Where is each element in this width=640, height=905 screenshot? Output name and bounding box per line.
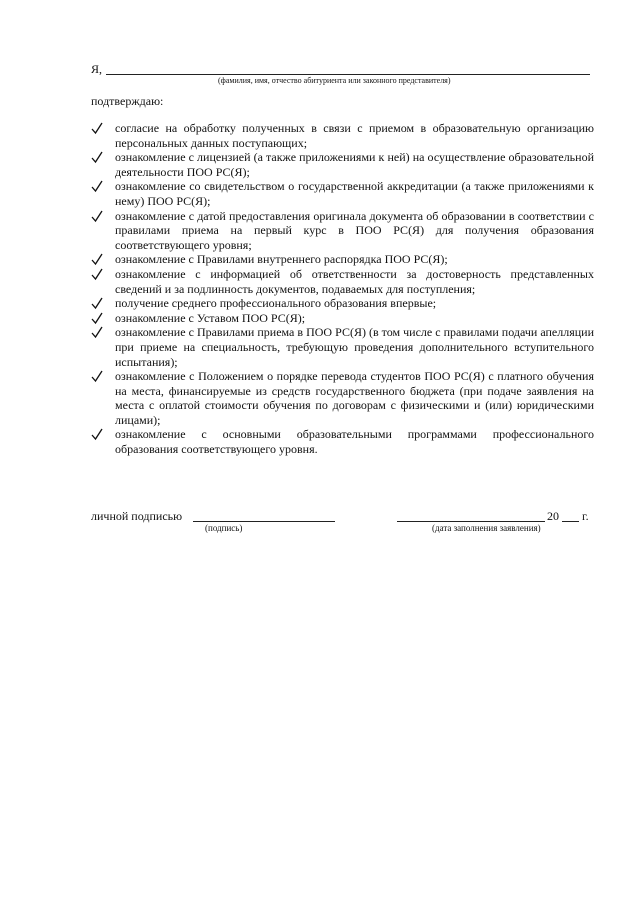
consent-item <box>91 150 594 179</box>
checkmark-icon <box>91 369 103 383</box>
consent-item-text: ознакомление с датой предоставления оригинала документа об образовании в соответствии с правилами приема на первый курс в ПОО РС(Я) для получения образования соответствующего уровня; <box>115 208 594 252</box>
checkmark-icon <box>91 267 103 281</box>
consent-item-text: ознакомление с Уставом ПОО РС(Я); <box>115 310 306 325</box>
consent-item <box>91 209 594 253</box>
fullname-caption: (фамилия, имя, отчество абитуриента или законного представителя) <box>218 76 451 85</box>
consent-item-text: ознакомление с лицензией (а также приложениями к ней) на осуществление образовательной деятельности ПОО РС(Я); <box>115 150 594 179</box>
checkmark-icon <box>91 325 103 339</box>
checkmark-icon <box>91 311 103 325</box>
consent-item <box>91 296 594 311</box>
fullname-line-extension <box>484 74 590 75</box>
year-suffix: г. <box>582 509 589 523</box>
checkmark-icon <box>91 179 103 193</box>
consent-item-text: ознакомление с Положением о порядке перевода студентов ПОО РС(Я) с платного обучения на места, финансируемые из средств государственного бюджета (при подаче заявления на места с оплатой стоимости обучения по договорам с физическими и (или) юридическими лицами); <box>115 369 594 427</box>
consent-item <box>91 427 594 456</box>
consent-item-text: ознакомление с информацией об ответственности за достоверность представленных сведений и за подлинность документов, подаваемых для поступления; <box>115 266 594 296</box>
signature-label: личной подписью <box>91 509 183 523</box>
consent-item-text: согласие на обработку полученных в связи с приемом в образовательную организацию персональных данных поступающих; <box>115 121 594 150</box>
confirm-heading: подтверждаю: <box>91 94 164 108</box>
checkmark-icon <box>91 252 103 266</box>
signature-line <box>193 521 335 522</box>
consent-item <box>91 311 594 326</box>
consent-item <box>91 179 594 208</box>
checkmark-icon <box>91 296 103 310</box>
checkmark-icon <box>91 150 103 164</box>
consent-item-text: ознакомление со свидетельством о государственной аккредитации (а также приложениями к нему) ПОО РС(Я); <box>115 179 594 208</box>
year-line <box>562 521 579 522</box>
fullname-line <box>106 74 484 75</box>
consent-item <box>91 369 594 427</box>
consent-item <box>91 252 594 267</box>
checkmark-icon <box>91 209 103 223</box>
consent-item-text: ознакомление с Правилами приема в ПОО РС(Я) (в том числе с правилами подачи апелляции при приеме на специальность, требующую проведения дополнительного вступительного испытания); <box>115 325 594 369</box>
checkmark-icon <box>91 121 103 135</box>
date-line <box>397 521 545 522</box>
signature-caption: (подпись) <box>205 523 243 533</box>
checkmark-icon <box>91 427 103 441</box>
ya-prefix: Я, <box>91 62 103 76</box>
consent-item-text: ознакомление с основными образовательными программами профессионального образования соответствующего уровня. <box>115 427 594 457</box>
consent-checklist <box>91 121 594 457</box>
consent-item-text: получение среднего профессионального образования впервые; <box>115 296 437 311</box>
date-caption: (дата заполнения заявления) <box>432 523 541 533</box>
consent-item-text: ознакомление с Правилами внутреннего распорядка ПОО РС(Я); <box>115 252 448 267</box>
year-prefix: 20 <box>547 509 559 523</box>
consent-item <box>91 267 594 296</box>
consent-item <box>91 121 594 150</box>
consent-item <box>91 325 594 369</box>
